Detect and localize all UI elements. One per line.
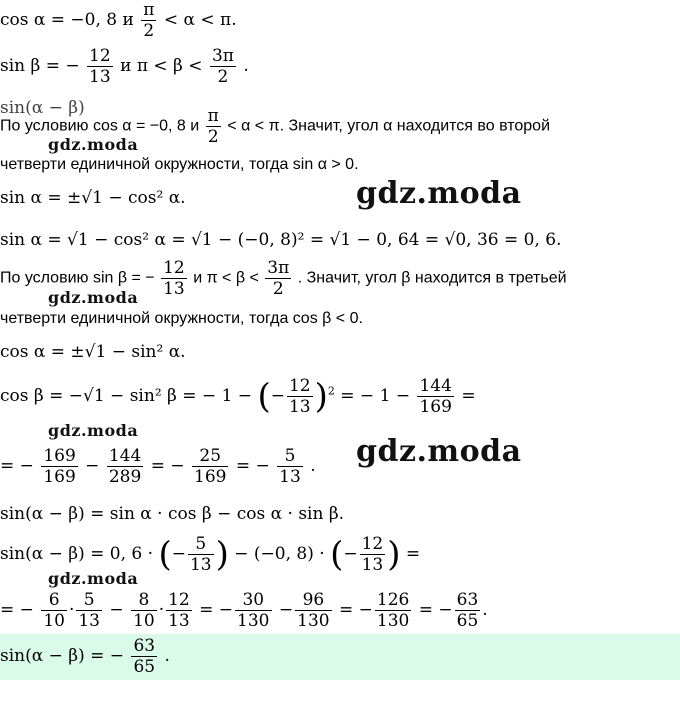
frac-num: 12 (288, 376, 311, 396)
eq5-minus: − (85, 456, 100, 476)
answer-box (0, 634, 680, 680)
frac-den: 13 (189, 555, 212, 575)
eq7-tail: = (405, 544, 421, 564)
eq4-mid: = − (340, 386, 375, 406)
given-sin-text: sin β = − (0, 56, 80, 76)
watermark-small-3: gdz.moda (48, 421, 139, 440)
eq8-frac-1 (41, 590, 67, 631)
step1-intro-text: По условию cos α = −0, 8 и (0, 117, 200, 135)
watermark-large-2: gdz.moda (356, 434, 522, 469)
eq7-frac-2 (360, 534, 386, 575)
eq5-frac-4 (277, 446, 303, 487)
frac-num: 12 (89, 46, 111, 66)
frac-num: 63 (133, 636, 156, 656)
given-sin-line (0, 46, 249, 87)
eq5-eq2: = − (235, 456, 270, 476)
eq4-tail: = (461, 386, 476, 406)
frac-den: 10 (133, 611, 155, 631)
frac-den: 130 (237, 611, 270, 631)
frac-den: 13 (89, 67, 111, 87)
eq4-inner2: 1 − (379, 386, 411, 406)
frac-den: 65 (456, 611, 479, 631)
frac-num: 144 (419, 376, 452, 396)
equation-4: cos β = −√1 − sin² β = − 1 − (− $\frac{12}{13}$ )$^2$ = − 1 − $\frac{144}{169}$ = (0, 376, 476, 417)
answer-tail: . (164, 646, 170, 666)
frac-num: 169 (43, 446, 76, 466)
frac-num: 30 (235, 590, 271, 611)
cut-off-line (0, 98, 85, 118)
step1-after-text: < α < π. Значит, угол α находится во второй (227, 117, 550, 135)
given-sin-fraction (87, 46, 113, 87)
step2-line2-text: четверти единичной окружности, тогда cos β < 0. (0, 310, 363, 327)
equation-5 (0, 446, 316, 487)
step2-line2 (0, 310, 363, 328)
frac-num: π (207, 106, 219, 126)
frac-num: 6 (41, 590, 67, 611)
eq5-eq: = − (150, 456, 185, 476)
eq4-frac-1 (287, 376, 313, 417)
given-cos-fraction (141, 0, 156, 41)
paren-close: ) (314, 376, 328, 417)
answer-lead: sin(α − β) = − (0, 646, 125, 666)
eq7-frac-1 (188, 534, 214, 575)
frac-den: 289 (108, 467, 142, 487)
frac-den: 13 (279, 467, 301, 487)
frac-den: 130 (297, 611, 330, 631)
answer-fraction (131, 636, 157, 677)
eq8-frac-4 (166, 590, 192, 631)
eq8-frac-6 (295, 590, 331, 631)
paren-close: ) (387, 534, 401, 575)
frac-num: 63 (456, 590, 479, 610)
frac-den: 13 (78, 611, 100, 631)
frac-num: 5 (76, 590, 102, 611)
paren-close: ) (215, 534, 229, 575)
eq5-lead: = − (0, 456, 34, 476)
step2-intro-text: По условию sin β = − (0, 269, 155, 287)
paren-open: ( (257, 376, 271, 417)
step2-after-text: . Значит, угол β находится в третьей (297, 269, 567, 287)
eq7-lead: sin(α − β) = 0, 6 · (0, 544, 154, 564)
frac-den: 13 (168, 611, 190, 631)
frac-den: 169 (419, 397, 452, 417)
eq8-frac-2 (76, 590, 102, 631)
frac-den: 13 (163, 279, 185, 299)
eq8-frac-3 (131, 590, 157, 631)
given-cos-tail: < α < π. (163, 10, 237, 30)
frac-den: 130 (376, 611, 410, 631)
equation-6 (0, 504, 344, 524)
step1-fraction (206, 106, 221, 147)
equation-3 (0, 342, 186, 362)
eq8-frac-7 (375, 590, 411, 631)
step2-range-fraction (265, 258, 291, 299)
frac-num: 5 (188, 534, 214, 555)
eq5-tail: . (310, 456, 316, 476)
eq5-frac-1 (41, 446, 77, 487)
eq8-frac-5 (235, 590, 271, 631)
eq4-inner: 1 − (221, 386, 253, 406)
frac-num: 8 (131, 590, 157, 611)
given-sin-mid: и π < β < (120, 56, 203, 76)
frac-num: 3π (267, 258, 290, 278)
frac-den: 2 (143, 21, 155, 41)
frac-den: 2 (217, 67, 229, 87)
frac-den: 2 (272, 279, 284, 299)
given-cos-text: cos α = −0, 8 и (0, 10, 134, 30)
equation-6-text: sin(α − β) = sin α · cos β − cos α · sin β. (0, 504, 345, 524)
frac-num: 3π (211, 46, 234, 66)
frac-den: 169 (43, 467, 76, 487)
frac-num: 126 (376, 590, 410, 610)
step1-line2-text: четверти единичной окружности, тогда sin α > 0. (0, 156, 359, 173)
frac-num: 96 (295, 590, 331, 611)
given-sin-tail: . (243, 56, 249, 76)
frac-den: 13 (288, 397, 311, 417)
frac-num: 5 (277, 446, 303, 467)
eq5-frac-2 (107, 446, 143, 487)
equation-1 (0, 188, 186, 208)
frac-num: 25 (192, 446, 228, 467)
frac-den: 65 (133, 657, 156, 677)
paren-open: ( (330, 534, 344, 575)
eq8-lead: = − (0, 600, 34, 620)
eq4-lead: cos β = −√1 − sin² β = − (0, 386, 217, 406)
step1-line2 (0, 156, 359, 174)
watermark-small-2: gdz.moda (48, 288, 139, 307)
eq7-mid: − (−0, 8) · (234, 544, 325, 564)
frac-den: 13 (361, 555, 384, 575)
watermark-large-1: gdz.moda (356, 176, 522, 211)
frac-den: 2 (207, 127, 219, 147)
cut-off-text: sin(α − β) (0, 98, 85, 118)
given-cos-line (0, 0, 237, 41)
watermark-small-1: gdz.moda (48, 135, 139, 154)
equation-7: sin(α − β) = 0, 6 · (− $\frac{5}{13}$ ) − (−0, 8) · (− $\frac{12}{13}$ ) = (0, 534, 421, 575)
paren-open: ( (158, 534, 172, 575)
watermark-small-4: gdz.moda (48, 569, 139, 588)
step2-fraction (161, 258, 187, 299)
frac-den: 10 (43, 611, 65, 631)
equation-2-text: sin α = √1 − cos² α = √1 − (−0, 8)² = √1 − 0, 64 = √0, 36 = 0, 6. (0, 230, 562, 250)
equation-2 (0, 230, 561, 250)
answer-line (0, 636, 170, 677)
frac-num: 12 (163, 258, 185, 278)
eq8-frac-8 (455, 590, 481, 631)
equation-8: = − $\frac{6}{10}$ · $\frac{5}{13}$ − $\frac{8}{10}$ · $\frac{12}{13}$ = − $\frac{30}{130}$ − $\frac{96}{130}$ = − $\frac{126}{130}$ = − $\frac{63}{65}$ . (0, 590, 488, 631)
eq4-frac-2 (417, 376, 453, 417)
eq5-frac-3 (192, 446, 228, 487)
given-sin-range-fraction (210, 46, 236, 87)
equation-1-text: sin α = ±√1 − cos² α. (0, 188, 186, 208)
equation-3-text: cos α = ±√1 − sin² α. (0, 342, 186, 362)
step2-mid-text: и π < β < (193, 269, 259, 287)
frac-num: π (143, 0, 155, 20)
frac-num: 144 (108, 446, 142, 466)
frac-num: 12 (361, 534, 384, 554)
frac-num: 12 (168, 590, 190, 610)
frac-den: 169 (194, 467, 227, 487)
